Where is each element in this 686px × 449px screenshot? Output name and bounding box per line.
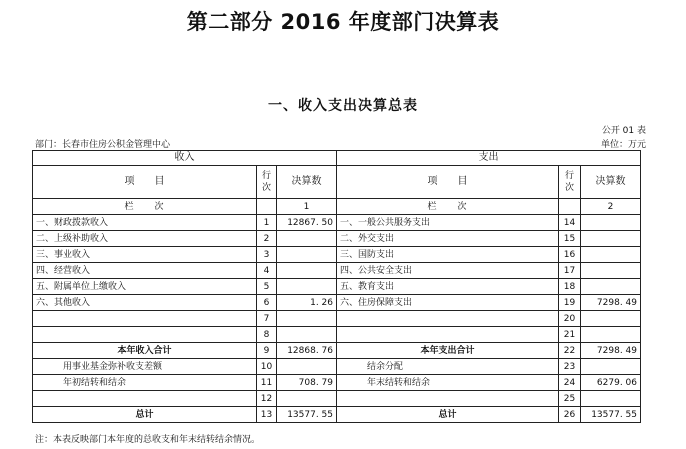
income-amount-cell: [277, 263, 337, 279]
income-rowno-cell: 10: [257, 359, 277, 375]
expense-item-cell: 本年支出合计: [337, 343, 559, 359]
expense-column-number: 2: [581, 199, 641, 215]
income-item-cell: 二、上级补助收入: [33, 231, 257, 247]
section-header-row: [33, 151, 641, 166]
income-item-cell: [33, 391, 257, 407]
table-row: [33, 375, 641, 391]
income-item-cell: 三、事业收入: [33, 247, 257, 263]
expense-rowno-cell: 21: [559, 327, 581, 343]
income-rowno-cell: 8: [257, 327, 277, 343]
income-item-cell: 四、经营收入: [33, 263, 257, 279]
table-note: 注：本表反映部门本年度的总收支和年末结转结余情况。: [35, 435, 261, 445]
expense-item-cell: 二、外交支出: [337, 231, 559, 247]
table-title: 一、收入支出决算总表: [268, 98, 418, 114]
income-amount-cell: [277, 359, 337, 375]
expense-amount-cell: [581, 391, 641, 407]
expense-amount-cell: 6279. 06: [581, 375, 641, 391]
income-rowno-cell: 6: [257, 295, 277, 311]
income-rowno-cell: 3: [257, 247, 277, 263]
income-section-header: 收入: [33, 151, 337, 166]
expense-amount-cell: 7298. 49: [581, 343, 641, 359]
expense-item-cell: 四、公共安全支出: [337, 263, 559, 279]
expense-amount-cell: 7298. 49: [581, 295, 641, 311]
table-row: [33, 247, 641, 263]
income-item-cell: 五、附属单位上缴收入: [33, 279, 257, 295]
expense-rowno-cell: 20: [559, 311, 581, 327]
income-column-blank: [257, 199, 277, 215]
expense-amount-cell: 13577. 55: [581, 407, 641, 423]
table-row: [33, 359, 641, 375]
expense-rowno-cell: 15: [559, 231, 581, 247]
income-amount-header: 决算数: [277, 166, 337, 199]
table-row: [33, 279, 641, 295]
expense-rowno-header-text: 行次: [564, 170, 574, 193]
income-rowno-cell: 9: [257, 343, 277, 359]
income-amount-cell: [277, 247, 337, 263]
expense-item-cell: 三、国防支出: [337, 247, 559, 263]
expense-item-cell: [337, 327, 559, 343]
expense-amount-cell: [581, 327, 641, 343]
expense-item-header: 项 目: [337, 166, 559, 199]
expense-amount-header: 决算数: [581, 166, 641, 199]
income-rowno-cell: 4: [257, 263, 277, 279]
expense-rowno-cell: 16: [559, 247, 581, 263]
income-rowno-cell: 7: [257, 311, 277, 327]
expense-item-cell: 总计: [337, 407, 559, 423]
expense-rowno-cell: 26: [559, 407, 581, 423]
income-rowno-cell: 5: [257, 279, 277, 295]
page-title: 第二部分 2016 年度部门决算表: [186, 10, 500, 34]
table-row: [33, 391, 641, 407]
expense-item-cell: 年末结转和结余: [337, 375, 559, 391]
form-number: 公开 01 表: [601, 126, 646, 136]
income-amount-cell: [277, 311, 337, 327]
expense-amount-cell: [581, 215, 641, 231]
expense-rowno-cell: 23: [559, 359, 581, 375]
income-amount-cell: [277, 279, 337, 295]
expense-rowno-cell: 14: [559, 215, 581, 231]
expense-rowno-cell: 22: [559, 343, 581, 359]
income-item-cell: 本年收入合计: [33, 343, 257, 359]
expense-rowno-cell: 19: [559, 295, 581, 311]
expense-item-cell: 五、教育支出: [337, 279, 559, 295]
income-rowno-cell: 2: [257, 231, 277, 247]
expense-rowno-cell: 25: [559, 391, 581, 407]
expense-item-cell: [337, 311, 559, 327]
expense-item-cell: [337, 391, 559, 407]
expense-rowno-cell: 24: [559, 375, 581, 391]
department-label: 部门：长春市住房公积金管理中心: [35, 140, 171, 150]
income-item-header: 项 目: [33, 166, 257, 199]
income-item-cell: 六、其他收入: [33, 295, 257, 311]
income-amount-cell: 12867. 50: [277, 215, 337, 231]
income-amount-cell: 13577. 55: [277, 407, 337, 423]
expense-amount-cell: [581, 247, 641, 263]
table-body: [33, 151, 641, 423]
expense-column-blank: [559, 199, 581, 215]
expense-amount-cell: [581, 311, 641, 327]
table-row: [33, 311, 641, 327]
income-item-cell: 用事业基金弥补收支差额: [33, 359, 257, 375]
expense-item-cell: 结余分配: [337, 359, 559, 375]
income-amount-cell: 12868. 76: [277, 343, 337, 359]
income-amount-cell: 708. 79: [277, 375, 337, 391]
expense-amount-cell: [581, 231, 641, 247]
column-index-row: [33, 199, 641, 215]
income-amount-cell: [277, 391, 337, 407]
income-item-cell: [33, 311, 257, 327]
column-header-row: [33, 166, 641, 199]
income-amount-cell: 1. 26: [277, 295, 337, 311]
unit-label: 单位：万元: [600, 140, 646, 150]
income-rowno-header: [257, 166, 277, 199]
expense-rowno-header: [559, 166, 581, 199]
expense-rowno-cell: 17: [559, 263, 581, 279]
income-rowno-cell: 11: [257, 375, 277, 391]
income-item-cell: [33, 327, 257, 343]
table-row: [33, 327, 641, 343]
income-rowno-cell: 12: [257, 391, 277, 407]
expense-amount-cell: [581, 263, 641, 279]
income-item-cell: 年初结转和结余: [33, 375, 257, 391]
table-row: [33, 407, 641, 423]
income-rowno-cell: 13: [257, 407, 277, 423]
income-amount-cell: [277, 231, 337, 247]
expense-item-cell: 六、住房保障支出: [337, 295, 559, 311]
expense-amount-cell: [581, 279, 641, 295]
expense-column-label: 栏 次: [337, 199, 559, 215]
income-item-cell: 一、财政拨款收入: [33, 215, 257, 231]
table-row: [33, 343, 641, 359]
income-rowno-header-text: 行次: [261, 170, 271, 193]
expense-item-cell: 一、一般公共服务支出: [337, 215, 559, 231]
table-row: [33, 295, 641, 311]
expense-section-header: 支出: [337, 151, 641, 166]
income-rowno-cell: 1: [257, 215, 277, 231]
income-expense-table: [32, 150, 641, 423]
income-amount-cell: [277, 327, 337, 343]
table-row: [33, 215, 641, 231]
table-row: [33, 231, 641, 247]
income-item-cell: 总计: [33, 407, 257, 423]
expense-rowno-cell: 18: [559, 279, 581, 295]
expense-amount-cell: [581, 359, 641, 375]
income-column-number: 1: [277, 199, 337, 215]
income-column-label: 栏 次: [33, 199, 257, 215]
table-row: [33, 263, 641, 279]
